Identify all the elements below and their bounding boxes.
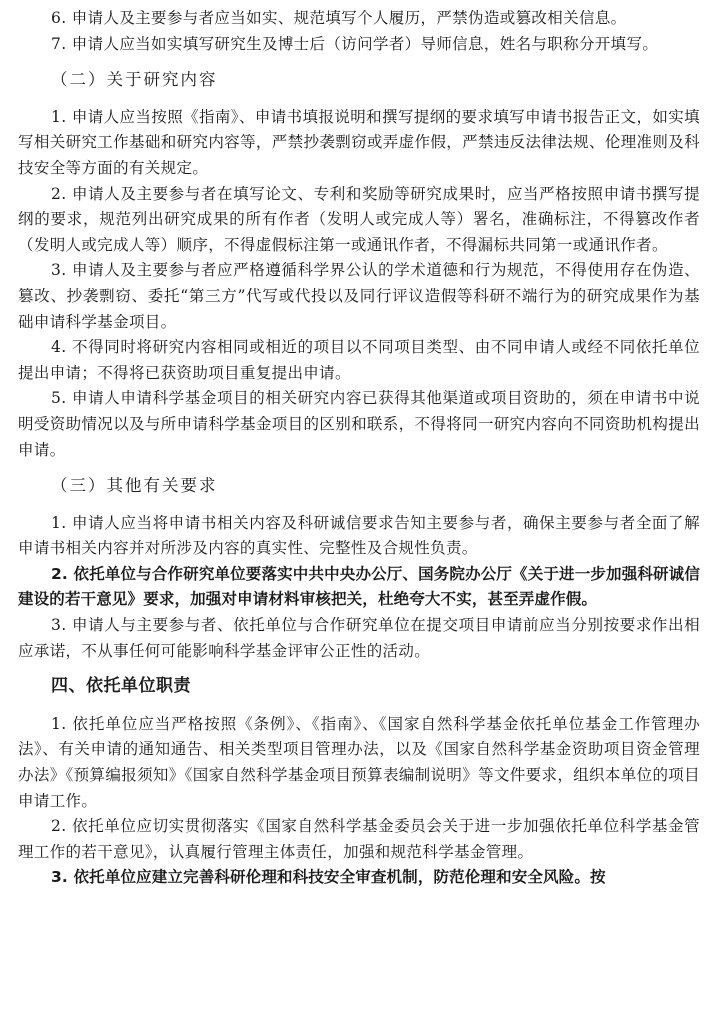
paragraph-a7: 7. 申请人应当如实填写研究生及博士后（访问学者）导师信息，姓名与职称分开填写。 (51, 34, 659, 53)
section-heading-host-institution-duties: 四、依托单位职责 (51, 676, 191, 697)
paragraph-a6: 6. 申请人及主要参与者应当如实、规范填写个人履历，严禁伪造或篡改相关信息。 (51, 9, 627, 27)
paragraph-d1: 1. 依托单位应当严格按照《条例》、《指南》、《国家自然科学基金依托单位基金工作管理办法》、有关申请的通知通告、相关类型项目管理办法，以及《国家自然科学基金资助项目资金管理办法》《预算编报须知》《国家自然科学基金项目预算表编制说明》等文件要求，组织本单位的项目申请工作。 (18, 714, 700, 810)
paragraph-d2: 2. 依托单位应切实贯彻落实《国家自然科学基金委员会关于进一步加强依托单位科学基金管理工作的若干意见》，认真履行管理主体责任，加强和规范科学基金管理。 (18, 817, 700, 861)
paragraph-b4: 4. 不得同时将研究内容相同或相近的项目以不同项目类型、由不同申请人或经不同依托单位提出申请；不得将已获资助项目重复提出申请。 (18, 338, 700, 382)
subheading-other-requirements: （三）其他有关要求 (51, 476, 218, 496)
paragraph-b1: 1. 申请人应当按照《指南》、申请书填报说明和撰写提纲的要求填写申请书报告正文，如实填写相关研究工作基础和研究内容等，严禁抄袭剽窃或弄虚作假，严禁违反法律法规、伦理准则及科技安全等方面的有关规定。 (18, 107, 700, 177)
paragraph-b3: 3. 申请人及主要参与者应严格遵循科学界公认的学术道德和行为规范，不得使用存在伪造、篡改、抄袭剽窃、委托“第三方”代写或代投以及同行评议造假等科研不端行为的研究成果作为基础申请科学基金项目。 (18, 261, 700, 331)
paragraph-b2: 2. 申请人及主要参与者在填写论文、专利和奖励等研究成果时，应当严格按照申请书撰写提纲的要求，规范列出研究成果的所有作者（发明人或完成人等）署名，准确标注，不得篡改作者（发明人或完成人等）顺序，不得虚假标注第一或通讯作者，不得漏标共同第一或通讯作者。 (18, 184, 700, 254)
paragraph-c2: 2. 依托单位与合作研究单位要落实中共中央办公厅、国务院办公厅《关于进一步加强科研诚信建设的若干意见》要求，加强对申请材料审核把关，杜绝夸大不实，甚至弄虚作假。 (18, 564, 700, 609)
subheading-research-content: （二）关于研究内容 (51, 70, 218, 90)
paragraph-d3: 3. 依托单位应建立完善科研伦理和科技安全审查机制，防范伦理和安全风险。按 (51, 868, 606, 887)
paragraph-c1: 1. 申请人应当将申请书相关内容及科研诚信要求告知主要参与者，确保主要参与者全面了解申请书相关内容并对所涉及内容的真实性、完整性及合规性负责。 (18, 513, 700, 558)
paragraph-b5: 5. 申请人申请科学基金项目的相关研究内容已获得其他渠道或项目资助的，须在申请书中说明受资助情况以及与所申请科学基金项目的区别和联系，不得将同一研究内容向不同资助机构提出申请。 (18, 389, 700, 459)
paragraph-c3: 3. 申请人与主要参与者、依托单位与合作研究单位在提交项目申请前应当分别按要求作出相应承诺，不从事任何可能影响科学基金评审公正性的活动。 (18, 616, 700, 660)
